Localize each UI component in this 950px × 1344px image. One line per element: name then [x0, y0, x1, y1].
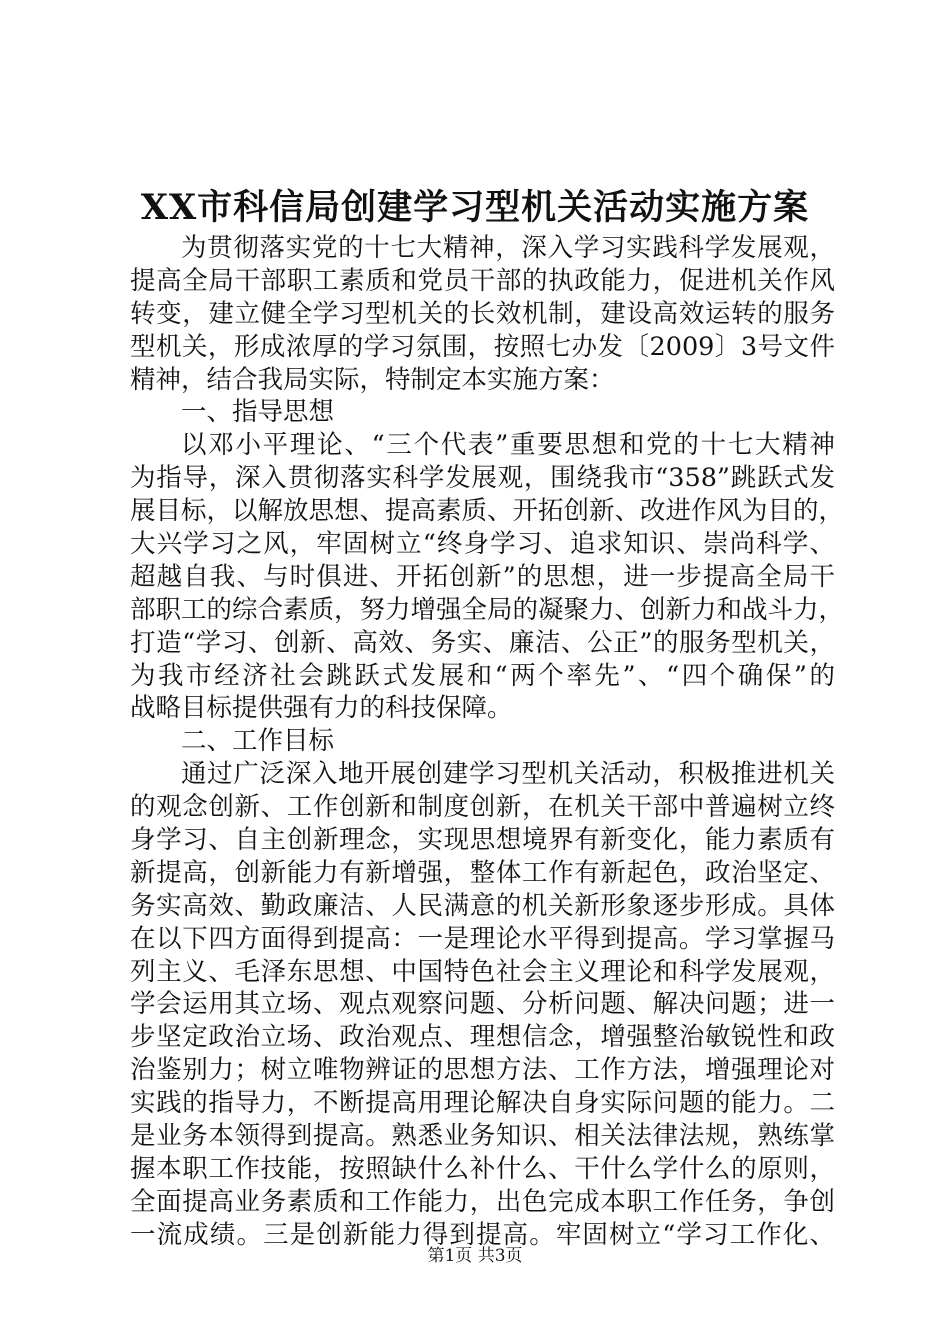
- text-line: 学会运用其立场、观点观察问题、分析问题、解决问题；进一: [130, 989, 835, 1020]
- document-body: [130, 232, 845, 1252]
- page-number-footer: 第1页 共3页: [427, 1246, 523, 1266]
- text-line: 身学习、自主创新理念，实现思想境界有新变化，能力素质有: [130, 825, 835, 856]
- text-line: 以邓小平理论、“三个代表”重要思想和党的十七大精神: [181, 430, 835, 461]
- text-line: 的观念创新、工作创新和制度创新，在机关干部中普遍树立终: [130, 792, 835, 823]
- text-line: 二、工作目标: [181, 726, 335, 757]
- text-line: 型机关，形成浓厚的学习氛围，按照七办发〔2009〕3号文件: [130, 331, 835, 362]
- text-line: 转变，建立健全学习型机关的长效机制，建设高效运转的服务: [130, 298, 835, 329]
- text-line: 是业务本领得到提高。熟悉业务知识、相关法律法规，熟练掌: [130, 1121, 835, 1152]
- text-line: 超越自我、与时俱进、开拓创新”的思想，进一步提高全局干: [130, 561, 835, 592]
- text-line: 提高全局干部职工素质和党员干部的执政能力，促进机关作风: [130, 265, 835, 296]
- text-line: 展目标，以解放思想、提高素质、开拓创新、改进作风为目的，: [130, 496, 845, 527]
- text-line: 实践的指导力，不断提高用理论解决自身实际问题的能力。二: [130, 1088, 835, 1119]
- text-line: 步坚定政治立场、政治观点、理想信念，增强整治敏锐性和政: [130, 1022, 835, 1053]
- text-line: 握本职工作技能，按照缺什么补什么、干什么学什么的原则，: [130, 1153, 835, 1184]
- text-line: 一流成绩。三是创新能力得到提高。牢固树立“学习工作化、: [130, 1219, 835, 1250]
- text-line: 为贯彻落实党的十七大精神，深入学习实践科学发展观，: [181, 233, 835, 263]
- text-line: 在以下四方面得到提高：一是理论水平得到提高。学习掌握马: [130, 923, 835, 954]
- text-line: 大兴学习之风，牢固树立“终身学习、追求知识、崇尚科学、: [130, 529, 835, 560]
- text-line: 为指导，深入贯彻落实科学发展观，围绕我市“358”跳跃式发: [130, 463, 835, 494]
- text-line: 务实高效、勤政廉洁、人民满意的机关新形象逐步形成。具体: [130, 890, 835, 921]
- text-line: 列主义、毛泽东思想、中国特色社会主义理论和科学发展观，: [130, 956, 835, 987]
- text-line: 精神，结合我局实际，特制定本实施方案：: [130, 364, 615, 395]
- text-line: 全面提高业务素质和工作能力，出色完成本职工作任务，争创: [130, 1186, 835, 1217]
- text-line: 治鉴别力；树立唯物辨证的思想方法、工作方法，增强理论对: [130, 1055, 835, 1086]
- text-line: 战略目标提供强有力的科技保障。: [130, 693, 513, 724]
- document-title: XX市科信局创建学习型机关活动实施方案: [140, 187, 810, 228]
- text-line: 新提高，创新能力有新增强，整体工作有新起色，政治坚定、: [130, 857, 835, 888]
- text-line: 通过广泛深入地开展创建学习型机关活动，积极推进机关: [181, 759, 835, 790]
- text-line: 打造“学习、创新、高效、务实、廉洁、公正”的服务型机关，: [130, 627, 835, 658]
- text-line: 一、指导思想: [181, 397, 335, 428]
- text-line: 部职工的综合素质，努力增强全局的凝聚力、创新力和战斗力，: [130, 594, 845, 625]
- text-line: 为我市经济社会跳跃式发展和“两个率先”、“四个确保”的: [130, 660, 835, 691]
